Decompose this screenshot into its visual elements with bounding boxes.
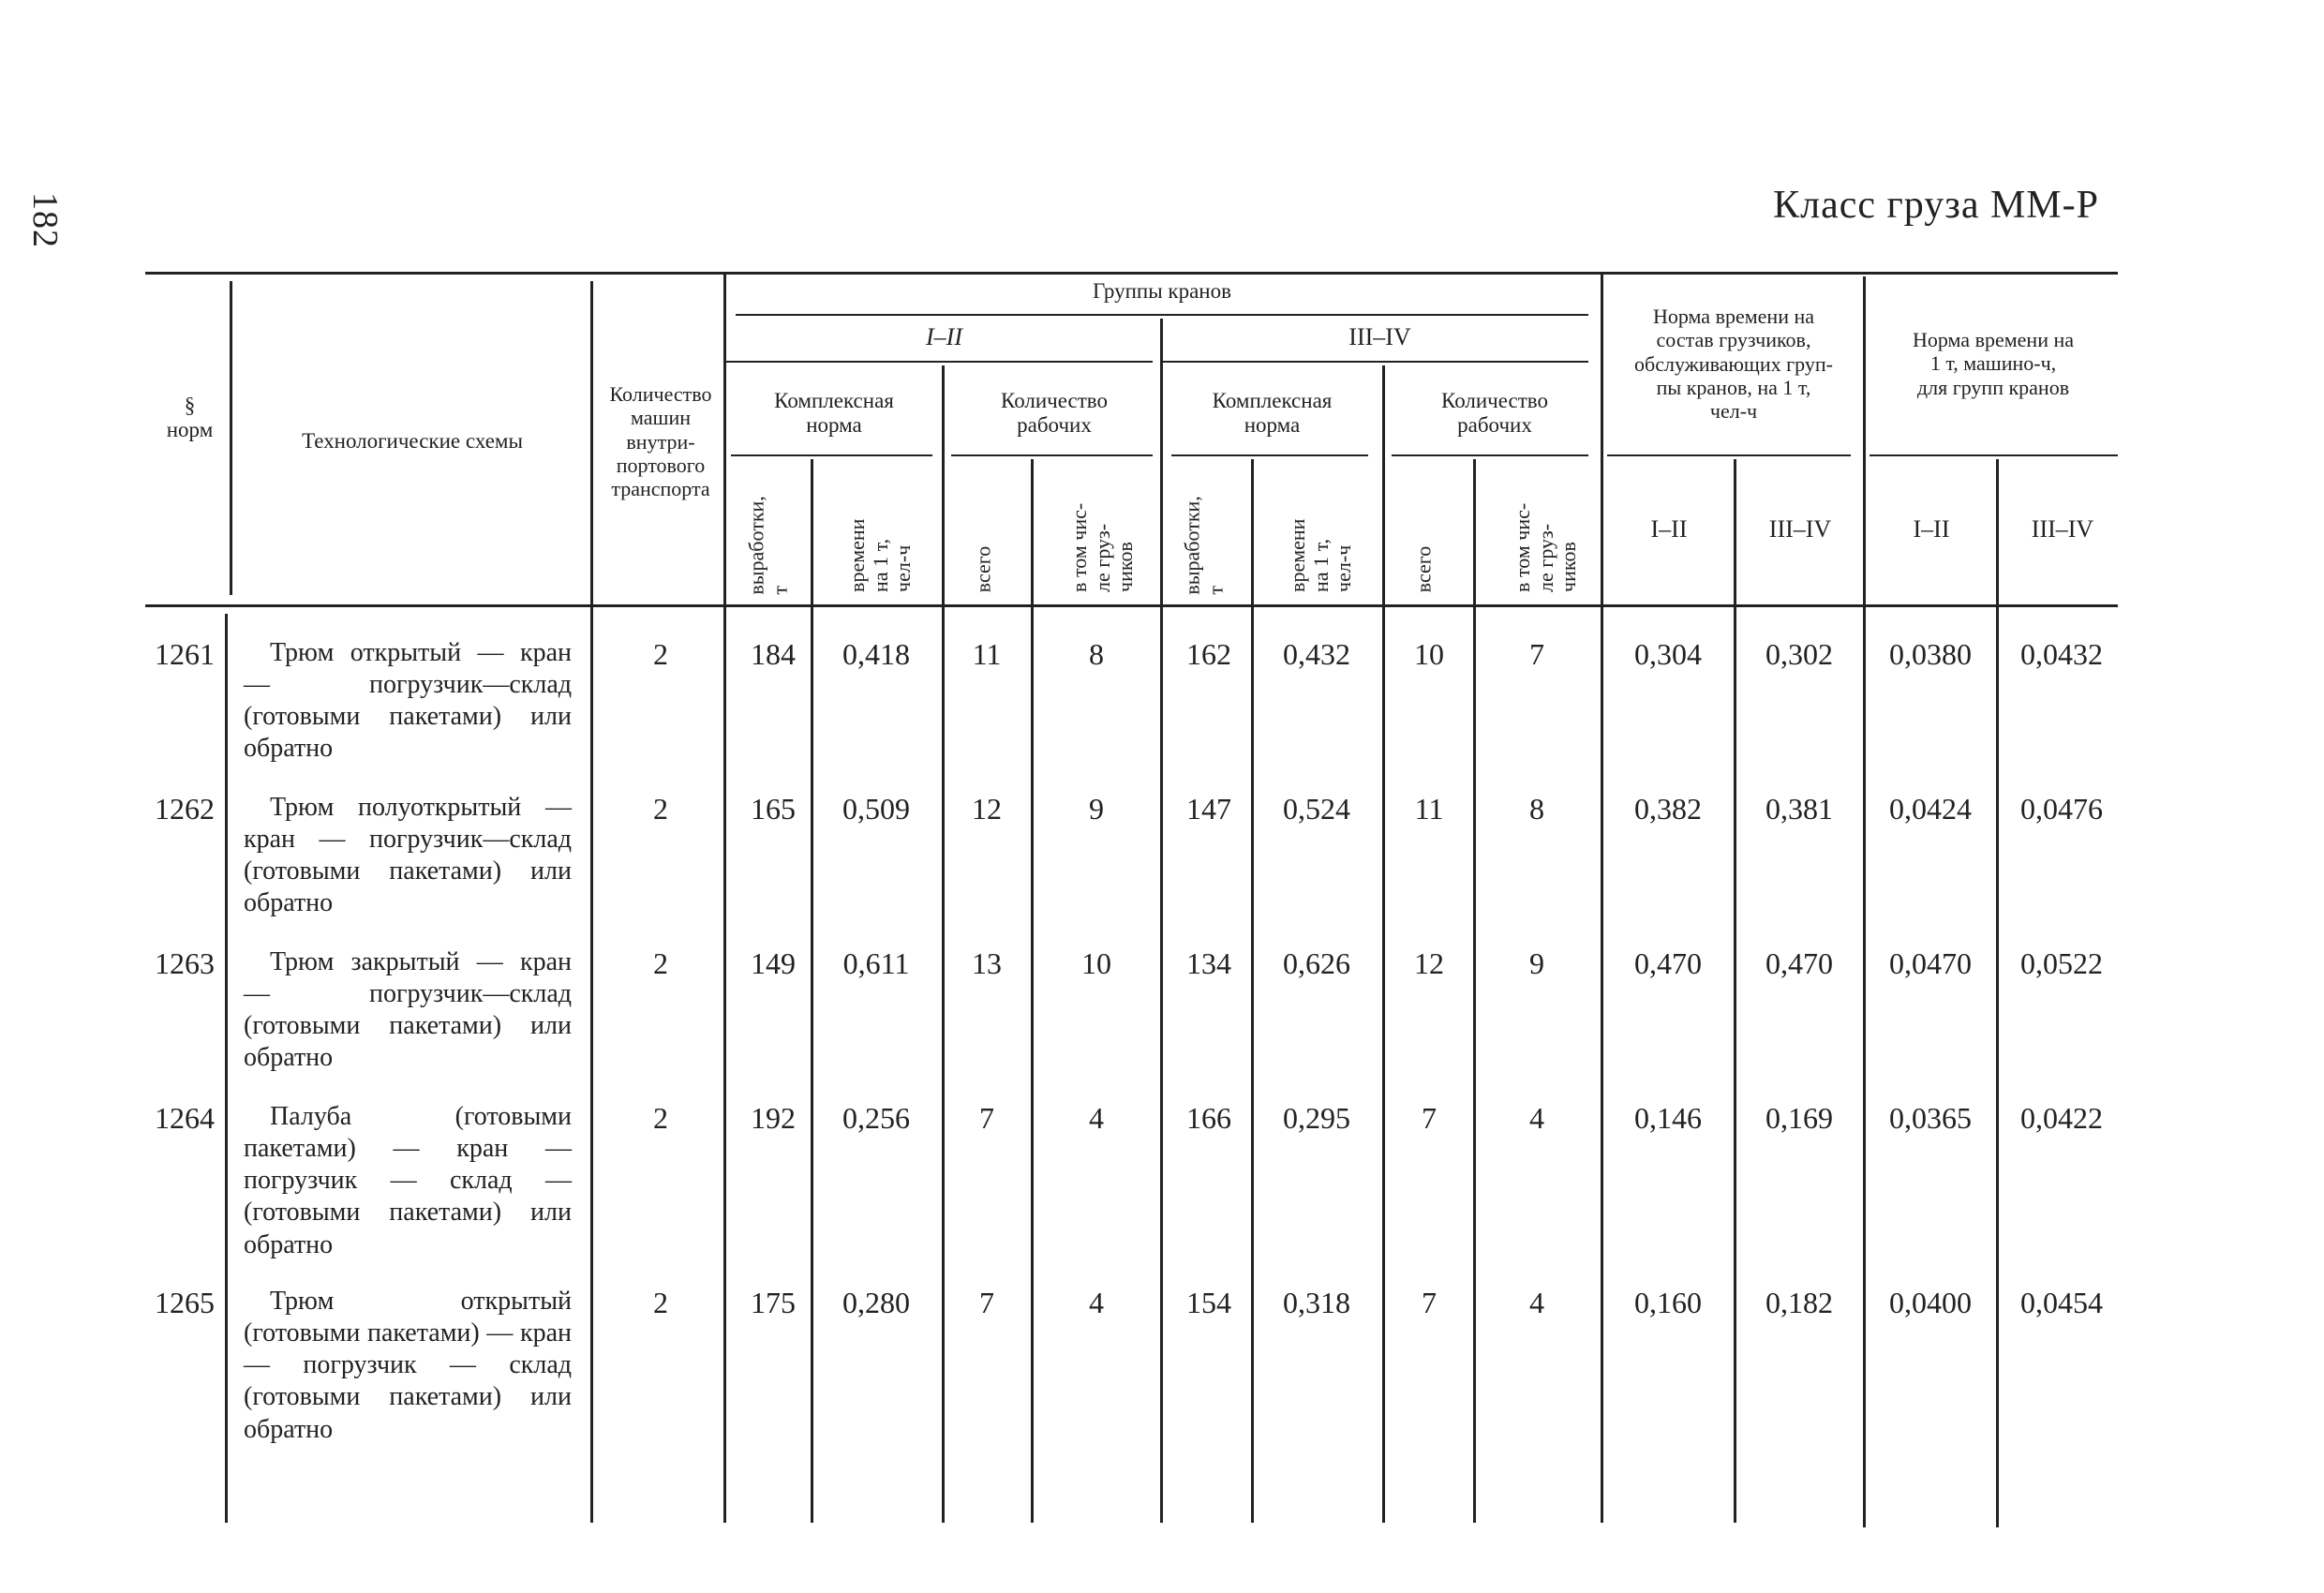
row-value: 10 — [1081, 946, 1111, 980]
row-value: 0,382 — [1634, 792, 1702, 826]
sub-rule-3 — [1171, 454, 1368, 456]
col-divider — [1031, 459, 1034, 1523]
row-value: 9 — [1089, 792, 1104, 826]
header-complex-norm-2: Комплексная норма — [1212, 389, 1333, 438]
col-divider — [1734, 459, 1736, 1523]
row-value: 12 — [1414, 946, 1444, 980]
row-value: 134 — [1186, 946, 1231, 980]
header-machine-sub-1: I–II — [1913, 515, 1950, 543]
row-machines: 2 — [653, 946, 668, 980]
row-value: 11 — [972, 637, 1002, 671]
col-divider — [1996, 459, 1999, 1527]
row-norm-number: 1263 — [155, 946, 215, 980]
col-divider — [1382, 365, 1385, 1523]
row-value: 0,256 — [842, 1101, 910, 1135]
row-value: 0,524 — [1283, 792, 1350, 826]
row-value: 4 — [1089, 1101, 1104, 1135]
row-machines: 2 — [653, 1101, 668, 1135]
row-scheme: Трюм открытый (готовыми пакетами) — кран — погрузчик — склад (готовыми пакетами) или обратно — [244, 1287, 572, 1444]
row-value: 154 — [1186, 1286, 1231, 1319]
header-bottom-rule — [145, 604, 2118, 607]
header-output-1: выработки, т — [744, 496, 791, 595]
row-value: 4 — [1529, 1286, 1544, 1319]
row-value: 0,182 — [1765, 1286, 1833, 1319]
col-divider — [225, 614, 228, 1523]
row-scheme: Трюм полуоткрытый — кран — погрузчик—склад (готовыми пакетами) или обратно — [244, 793, 572, 918]
row-norm-number: 1261 — [155, 637, 215, 671]
row-value: 10 — [1414, 637, 1444, 671]
row-value: 9 — [1529, 946, 1544, 980]
header-loaders-2: в том чис- ле груз- чиков — [1511, 502, 1581, 592]
header-time-1: времени на 1 т, чел-ч — [845, 518, 916, 592]
header-crane-groups: Группы кранов — [1093, 279, 1231, 303]
row-value: 0,302 — [1765, 637, 1833, 671]
col-divider — [1863, 276, 1866, 1527]
machine-norm-rule — [1870, 454, 2118, 456]
row-value: 192 — [751, 1101, 796, 1135]
row-value: 13 — [972, 946, 1002, 980]
header-loaders-1: в том чис- ле груз- чиков — [1067, 502, 1138, 592]
row-value: 0,295 — [1283, 1101, 1350, 1135]
col-divider — [1601, 272, 1603, 1523]
header-output-2: выработки, т — [1180, 496, 1227, 595]
header-complex-norm-1: Комплексная норма — [774, 389, 894, 438]
col-divider — [1251, 459, 1254, 1523]
row-scheme: Трюм закрытый — кран — погрузчик—склад (готовыми пакетами) или обратно — [244, 947, 572, 1073]
table-top-rule — [145, 272, 2118, 275]
header-loader-sub-2: III–IV — [1768, 515, 1832, 543]
row-value: 0,611 — [842, 946, 910, 980]
row-value: 0,0454 — [2020, 1286, 2103, 1319]
header-loader-sub-1: I–II — [1650, 515, 1688, 543]
row-value: 0,0380 — [1889, 637, 1972, 671]
row-norm-number: 1264 — [155, 1101, 215, 1135]
row-value: 12 — [972, 792, 1002, 826]
sub-rule-4 — [1392, 454, 1588, 456]
col-divider — [1473, 459, 1476, 1523]
crane-groups-rule — [736, 314, 1588, 316]
row-value: 184 — [751, 637, 796, 671]
row-value: 0,0522 — [2020, 946, 2103, 980]
row-value: 0,0424 — [1889, 792, 1972, 826]
row-value: 0,280 — [842, 1286, 910, 1319]
header-machine-sub-2: III–IV — [2031, 515, 2094, 543]
row-value: 0,0400 — [1889, 1286, 1972, 1319]
row-machines: 2 — [653, 637, 668, 671]
header-total-2: всего — [1411, 545, 1436, 593]
header-machines: Количество машин внутри- портового транспорта — [609, 382, 712, 501]
col-divider — [230, 281, 232, 595]
header-workers-2: Количество рабочих — [1441, 389, 1548, 438]
col-divider — [590, 281, 593, 1523]
row-value: 165 — [751, 792, 796, 826]
row-value: 11 — [1414, 792, 1444, 826]
row-value: 0,146 — [1634, 1101, 1702, 1135]
row-value: 7 — [979, 1101, 994, 1135]
row-value: 0,470 — [1634, 946, 1702, 980]
sub-rule-2 — [951, 454, 1153, 456]
row-value: 0,626 — [1283, 946, 1350, 980]
group2-rule — [1162, 361, 1588, 363]
row-value: 7 — [1422, 1101, 1437, 1135]
row-machines: 2 — [653, 792, 668, 826]
row-machines: 2 — [653, 1286, 668, 1319]
header-scheme: Технологические схемы — [302, 429, 523, 453]
row-value: 8 — [1089, 637, 1104, 671]
row-value: 7 — [979, 1286, 994, 1319]
row-value: 4 — [1089, 1286, 1104, 1319]
row-value: 0,0470 — [1889, 946, 1972, 980]
row-value: 147 — [1186, 792, 1231, 826]
sub-rule-1 — [731, 454, 932, 456]
row-value: 0,432 — [1283, 637, 1350, 671]
group1-rule — [726, 361, 1153, 363]
row-value: 0,318 — [1283, 1286, 1350, 1319]
header-total-1: всего — [971, 545, 995, 593]
row-value: 149 — [751, 946, 796, 980]
header-group-1: I–II — [926, 323, 962, 350]
row-scheme: Трюм открытый — кран — погрузчик—склад (готовыми пакетами) или обратно — [244, 638, 572, 764]
row-value: 0,304 — [1634, 637, 1702, 671]
row-norm-number: 1265 — [155, 1286, 215, 1319]
row-value: 7 — [1529, 637, 1544, 671]
row-scheme: Палуба (готовыми пакетами) — кран — погрузчик — склад — (готовыми пакетами) или обратно — [244, 1102, 572, 1259]
row-value: 0,0476 — [2020, 792, 2103, 826]
page-title: Класс груза ММ-Р — [1773, 184, 2099, 227]
row-value: 166 — [1186, 1101, 1231, 1135]
row-value: 0,160 — [1634, 1286, 1702, 1319]
row-value: 4 — [1529, 1101, 1544, 1135]
row-value: 162 — [1186, 637, 1231, 671]
row-value: 0,0422 — [2020, 1101, 2103, 1135]
row-value: 0,418 — [842, 637, 910, 671]
row-value: 0,0365 — [1889, 1101, 1972, 1135]
row-value: 0,470 — [1765, 946, 1833, 980]
row-value: 0,381 — [1765, 792, 1833, 826]
header-group-2: III–IV — [1348, 323, 1411, 350]
col-divider — [811, 459, 813, 1523]
header-workers-1: Количество рабочих — [1001, 389, 1108, 438]
header-time-2: времени на 1 т, чел-ч — [1286, 518, 1356, 592]
page-number: 182 — [25, 192, 65, 248]
row-value: 0,169 — [1765, 1101, 1833, 1135]
row-value: 0,0432 — [2020, 637, 2103, 671]
row-value: 8 — [1529, 792, 1544, 826]
header-machine-time-norm: Норма времени на 1 т, машино-ч, для групп кранов — [1912, 328, 2074, 399]
header-loader-time-norm: Норма времени на состав грузчиков, обслуживающих груп- пы кранов, на 1 т, чел-ч — [1634, 305, 1833, 424]
row-value: 7 — [1422, 1286, 1437, 1319]
loader-norm-rule — [1607, 454, 1851, 456]
row-value: 175 — [751, 1286, 796, 1319]
row-norm-number: 1262 — [155, 792, 215, 826]
col-divider — [942, 365, 945, 1523]
header-norm-num: § норм — [166, 394, 214, 442]
col-divider — [1160, 319, 1163, 1523]
row-value: 0,509 — [842, 792, 910, 826]
